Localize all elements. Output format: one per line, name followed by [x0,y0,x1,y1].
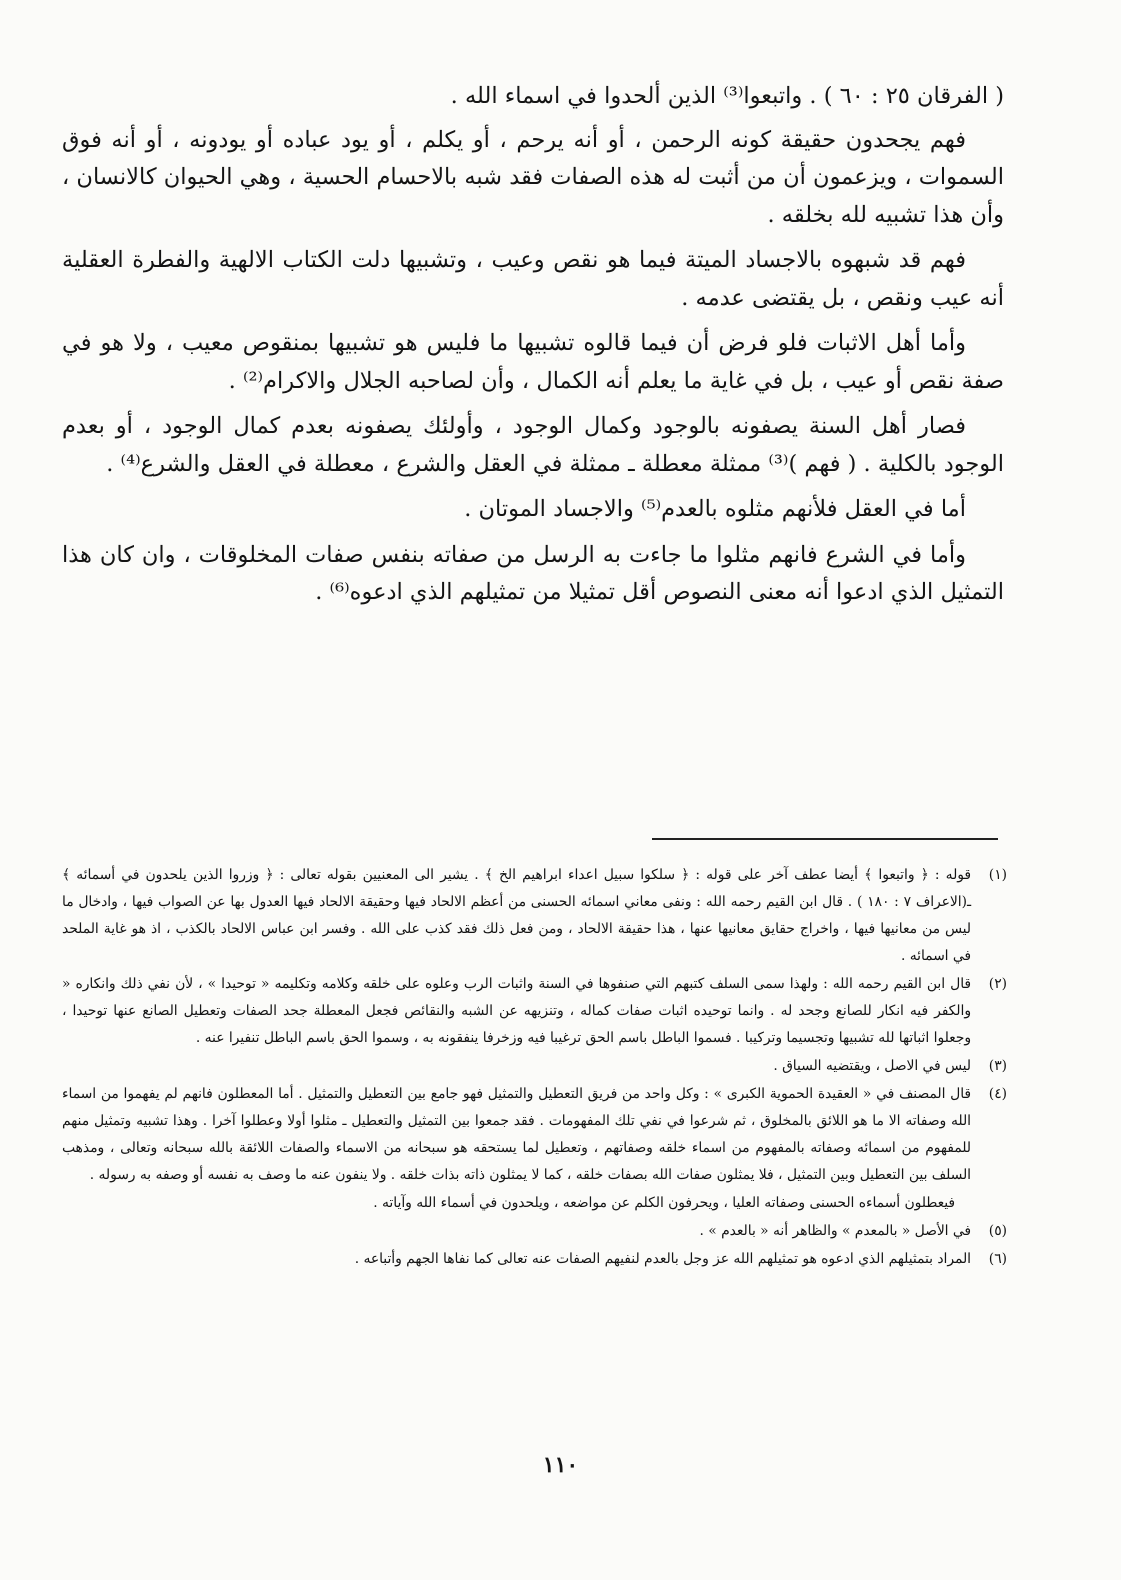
footnote-text: قال المصنف في « العقيدة الحموية الكبرى » : وكل واحد من فريق التعطيل والتمثيل فهو جامع بين التعطيل والتمثيل . أما المعطلون فانهم لم يفهموا من اسماء الله وصفاته الا ما هو اللائق بالمخلوق ، ثم شرعوا في نفي تلك المفهومات . فقد جمعوا بين التمثيل والتعطيل ـ مثلوا أولا وعطلوا آخرا . وهذا تشبيه وتمثيل منهم للمفهوم من اسمائه وصفاته بالمفهوم من اسماء خلقه وصفاتهم ، وتعطيل لما يستحقه هو سبحانه من الاسماء والصفات اللائقة بالله سبحانه وتعالى ، ومذهب السلف بين التعطيل وبين التمثيل ، فلا يمثلون صفات الله بصفات خلقه ، كما لا يمثلون ذاته بذات خلقه . ولا ينفون عنه ما وصف به نفسه أو وصفه به رسوله . [62,1086,971,1183]
footnote-number: (٥) [988,1223,1007,1239]
footnote-number: (٣) [988,1058,1007,1074]
footnote-text: قال ابن القيم رحمه الله : ولهذا سمى السلف كتبهم التي صنفوها في السنة واثبات الرب وعلوه على خلقه وكلامه وتكليمه « توحيدا » ، لأن نفي ذلك وانكاره « والكفر فيه انكار للصانع وجحد له . وانما توحيده اثبات صفات كماله ، وتنزيهه عن الشبه والنقائص فجعل المعطلة جحد الصفات وتعطيل الصانع عنها توحيدا ، وجعلوا اثباتها لله تشبيها وتجسيما وتركيبا . فسموا الباطل باسم الحق ترغيبا فيه وزخرفا ينفقونه به ، وسموا الحق باسم الباطل تنفيرا عنه . [62,976,971,1046]
footnote-text: في الأصل « بالمعدم » والظاهر أنه « بالعدم » . [699,1223,971,1239]
footnote-5 [62,1218,1007,1245]
footnote-text: ليس في الاصل ، ويقتضيه السياق . [773,1058,971,1074]
footnote-4-continuation [62,1190,1007,1217]
footnote-text: فيعطلون أسماءه الحسنى وصفاته العليا ، ويحرفون الكلم عن مواضعه ، ويلحدون في أسماء الله وآياته . [373,1195,955,1211]
footnotes [62,862,1007,1274]
footnote-text: المراد بتمثيلهم الذي ادعوه هو تمثيلهم الله عز وجل بالعدم لنفيهم الصفات عنه تعالى كما نفاها الجهم وأتباعه . [354,1251,971,1267]
footnote-2 [62,971,1007,1052]
paragraph-3: فهم قد شبهوه بالاجساد الميتة فيما هو نقص وعيب ، وتشبيها دلت الكتاب الالهية والفطرة العقلية أنه عيب ونقص ، بل يقتضى عدمه . [62,247,1004,311]
footnote-1 [62,862,1007,970]
footnote-text: قوله : ﴿ واتبعوا ﴾ أيضا عطف آخر على قوله : ﴿ سلكوا سبيل اعداء ابراهيم الخ ﴾ . يشير الى المعنيين بقوله تعالى : ﴿ وزروا الذين يلحدون في أسمائه ﴾ ـ(الاعراف ٧ : ١٨٠ ) . قال ابن القيم رحمه الله : ونفى معاني اسمائه الحسنى من أعظم الالحاد فيها وحقيقة الالحاد فيها العدول بها عن الصواب فيها ، وادخال ما ليس من معانيها فيها ، واخراج حقايق معانيها عنها ، هذا حقيقة الالحاد ، ومن فعل ذلك فقد كذب على الله . وفسر ابن عباس الالحاد بالكذب ، اذ هو غاية الملحد في اسمائه . [62,867,971,964]
footnote-6 [62,1246,1007,1273]
footnote-number: (٤) [988,1086,1007,1102]
paragraph-7: وأما في الشرع فانهم مثلوا ما جاءت به الرسل من صفاته بنفس صفات المخلوقات ، وان كان هذا التمثيل الذي ادعوا أنه معنى النصوص أقل تمثيلا من تمثيلهم الذي ادعوه⁽⁶⁾ . [62,541,1004,605]
paragraph-5: فصار أهل السنة يصفونه بالوجود وكمال الوجود ، وأولئك يصفونه بعدم كمال الوجود ، أو بعدم الوجود بالكلية . ( فهم )⁽³⁾ ممثلة معطلة ـ ممثلة في العقل والشرع ، معطلة في العقل والشرع⁽⁴⁾ . [62,413,1004,477]
footnote-4 [62,1081,1007,1189]
paragraph-1: ( الفرقان ٢٥ : ٦٠ ) . واتبعوا⁽³⁾ الذين ألحدوا في اسماء الله . [450,83,1004,109]
footnote-number: (٦) [988,1251,1007,1267]
paragraph-4: وأما أهل الاثبات فلو فرض أن فيما قالوه تشبيها ما فليس هو تشبيها بمنقوص معيب ، ولا هو في صفة نقص أو عيب ، بل في غاية ما يعلم أنه الكمال ، وأن لصاحبه الجلال والاكرام⁽²⁾ . [62,330,1004,394]
footnote-number: (٢) [988,976,1007,992]
paragraph-2: فهم يجحدون حقيقة كونه الرحمن ، أو أنه يرحم ، أو يكلم ، أو يود عباده أو يودونه ، أو أنه فوق السموات ، ويزعمون أن من أثبت له هذه الصفات فقد شبه بالاحسام الحسية ، وهي الحيوان كالانسان ، وأن هذا تشبيه لله بخلقه . [62,126,1004,228]
footnote-divider [652,838,998,840]
footnote-number: (١) [988,867,1007,883]
page-number: ١١٠ [542,1452,579,1478]
footnote-3 [62,1053,1007,1080]
paragraph-6: أما في العقل فلأنهم مثلوه بالعدم⁽⁵⁾ والاجساد الموتان . [464,496,966,522]
main-text [62,78,1004,620]
